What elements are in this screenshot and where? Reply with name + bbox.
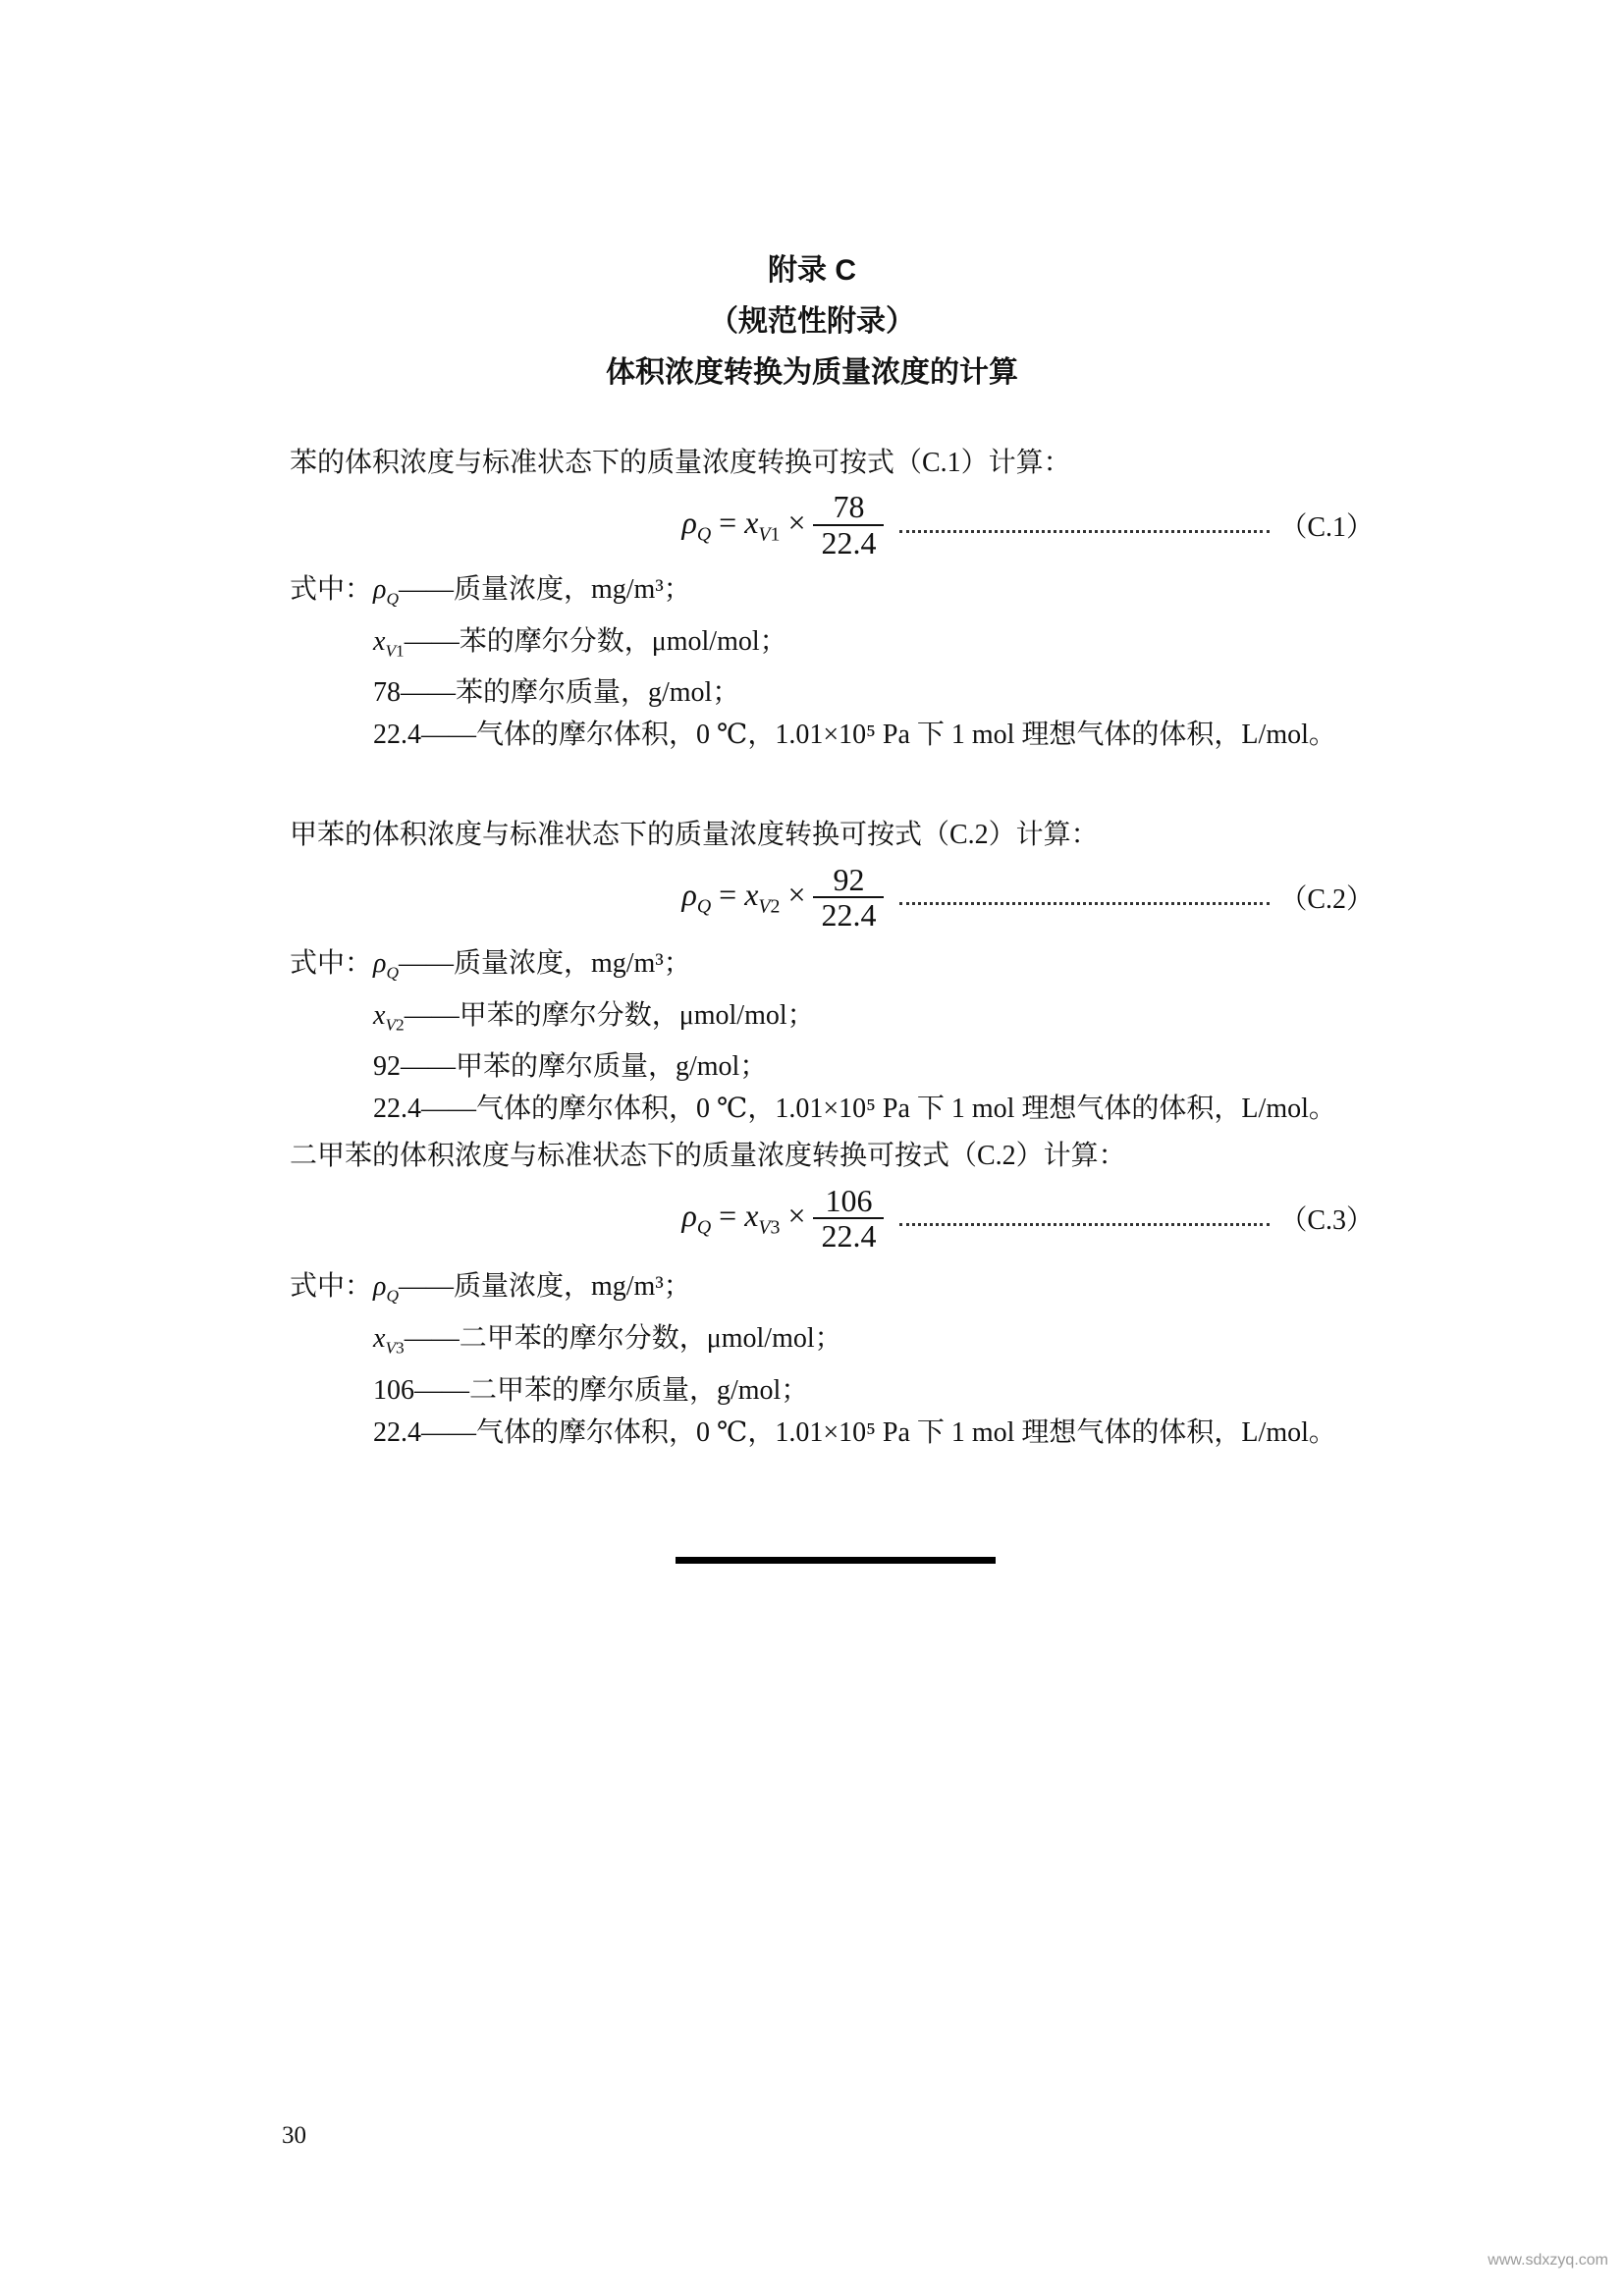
definition-dash: —— [401, 1051, 456, 1083]
definition-dash: —— [404, 1322, 460, 1354]
definition-dash: —— [399, 1271, 454, 1303]
where-label: 式中： [290, 1271, 373, 1303]
definition-dash: —— [421, 1416, 476, 1448]
dot-leader [899, 1223, 1270, 1226]
formula-c1-expression: $\rho_Q = x_{V1}$ × [681, 504, 806, 546]
formula-c3 [681, 1184, 884, 1254]
page-number: 30 [282, 2122, 306, 2149]
dot-leader [899, 530, 1270, 533]
fraction-numerator: 106 [825, 1182, 873, 1218]
definition-desc: 苯的摩尔质量，g/mol； [456, 677, 740, 709]
where-label: 式中： [290, 574, 373, 605]
definition-term: 106 [373, 1374, 414, 1406]
appendix-label: 附录 C [768, 254, 856, 287]
formula-c2-expression: $\rho_Q = x_{V2}$ × [681, 876, 806, 918]
definition-term: 78 [373, 677, 401, 709]
definition-dash: —— [414, 1374, 469, 1406]
definition-term: $\rho_Q$ [373, 948, 399, 983]
section-3-definitions [290, 1265, 1374, 1453]
definition-dash: —— [404, 999, 460, 1031]
definition-term: $\rho_Q$ [373, 574, 399, 609]
section-2-definitions [290, 942, 1374, 1130]
definition-term: 22.4 [373, 1094, 421, 1125]
formula-c2-fraction [813, 863, 884, 933]
definition-desc: 二甲苯的摩尔质量，g/mol； [469, 1374, 809, 1406]
definition-term: $x_{V1}$ [373, 625, 405, 661]
definition-desc: 苯的摩尔分数，μmol/mol； [459, 625, 787, 657]
section-3-intro: 二甲苯的体积浓度与标准状态下的质量浓度转换可按式（C.2）计算： [290, 1141, 1126, 1172]
definition-row [290, 1317, 1374, 1369]
definition-dash: —— [421, 1094, 476, 1125]
definition-row [290, 994, 1374, 1046]
definition-dash: —— [399, 574, 454, 605]
fraction-numerator: 92 [833, 861, 865, 897]
formula-c3-expression: $\rho_Q = x_{V3}$ × [681, 1198, 806, 1239]
definition-desc: 质量浓度，mg/m³； [454, 574, 691, 605]
formula-c3-fraction [813, 1184, 884, 1254]
fraction-numerator: 78 [833, 489, 865, 525]
formula-c1-row [290, 486, 1374, 564]
definition-term: 22.4 [373, 1416, 421, 1448]
definition-row [290, 671, 1374, 714]
formula-c1-number: （C.1） [1279, 512, 1374, 543]
definition-row [290, 1369, 1374, 1412]
definition-term: $x_{V2}$ [373, 999, 405, 1035]
fraction-denominator: 22.4 [813, 524, 884, 561]
definition-dash: —— [421, 720, 476, 751]
definition-row [290, 1045, 1374, 1088]
where-label: 式中： [290, 948, 373, 980]
definition-row [290, 620, 1374, 672]
definition-desc: 甲苯的摩尔质量，g/mol； [456, 1051, 768, 1083]
definition-term: $\rho_Q$ [373, 1271, 399, 1306]
definition-row [290, 714, 1374, 756]
fraction-denominator: 22.4 [813, 896, 884, 933]
watermark-text: www.sdxzyq.com [1488, 2252, 1608, 2269]
definition-dash: —— [401, 677, 456, 709]
document-content [290, 447, 1374, 1454]
formula-c1 [681, 490, 884, 560]
formula-c3-row [290, 1179, 1374, 1257]
definition-dash: —— [404, 625, 460, 657]
definition-row [290, 568, 1374, 620]
end-of-document-rule [676, 1557, 996, 1564]
definition-desc: 二甲苯的摩尔分数，μmol/mol； [459, 1322, 842, 1354]
appendix-title: 体积浓度转换为质量浓度的计算 [606, 356, 1018, 389]
dot-leader [899, 902, 1270, 905]
formula-c2-row [290, 858, 1374, 936]
section-1-definitions [290, 568, 1374, 756]
formula-c1-fraction [813, 490, 884, 560]
definition-row [290, 1265, 1374, 1317]
definition-row [290, 942, 1374, 994]
formula-c2-number: （C.2） [1279, 884, 1374, 916]
formula-c3-number: （C.3） [1279, 1205, 1374, 1237]
definition-desc: 质量浓度，mg/m³； [454, 1271, 691, 1303]
definition-desc: 气体的摩尔体积，0 ℃，1.01×10⁵ Pa 下 1 mol 理想气体的体积，L/mol。 [476, 720, 1336, 751]
definition-desc: 质量浓度，mg/m³； [454, 948, 691, 980]
definition-row [290, 1088, 1374, 1130]
title-block [0, 0, 1624, 399]
definition-dash: —— [399, 948, 454, 980]
appendix-type: （规范性附录） [709, 305, 915, 338]
definition-row [290, 1412, 1374, 1454]
definition-desc: 气体的摩尔体积，0 ℃，1.01×10⁵ Pa 下 1 mol 理想气体的体积，L/mol。 [476, 1094, 1336, 1125]
formula-c2 [681, 863, 884, 933]
definition-term: 92 [373, 1051, 401, 1083]
section-1-intro: 苯的体积浓度与标准状态下的质量浓度转换可按式（C.1）计算： [290, 448, 1071, 478]
definition-desc: 气体的摩尔体积，0 ℃，1.01×10⁵ Pa 下 1 mol 理想气体的体积，L/mol。 [476, 1416, 1336, 1448]
definition-term: 22.4 [373, 720, 421, 751]
fraction-denominator: 22.4 [813, 1217, 884, 1254]
definition-desc: 甲苯的摩尔分数，μmol/mol； [459, 999, 815, 1031]
section-2-intro: 甲苯的体积浓度与标准状态下的质量浓度转换可按式（C.2）计算： [290, 820, 1099, 851]
definition-term: $x_{V3}$ [373, 1322, 405, 1358]
